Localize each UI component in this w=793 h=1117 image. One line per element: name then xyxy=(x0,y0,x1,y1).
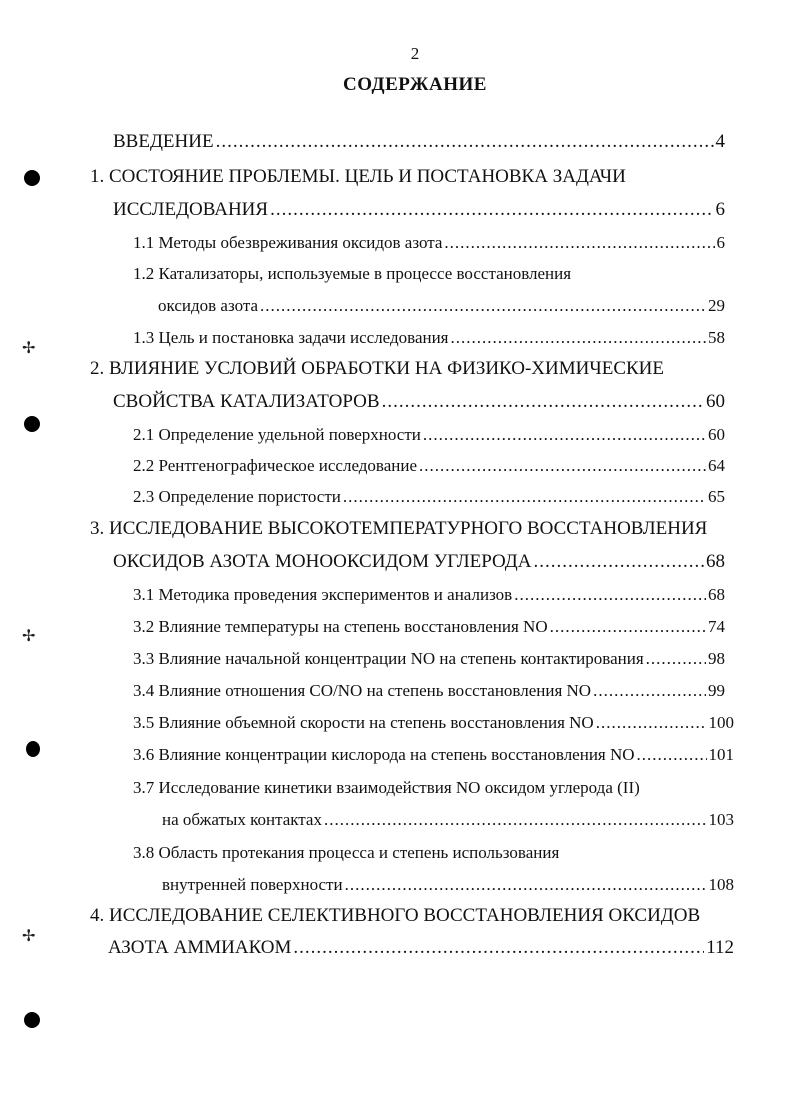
toc-section-heading: 1. СОСТОЯНИЕ ПРОБЛЕМЫ. ЦЕЛЬ И ПОСТАНОВКА ЗАДАЧИ xyxy=(90,166,626,187)
toc-subsection-heading: 3.8 Область протекания процесса и степень использования xyxy=(133,843,560,862)
toc-entry-2-2 xyxy=(133,456,725,476)
toc-entry-label: ИССЛЕДОВАНИЯ xyxy=(113,199,269,220)
toc-page-number: 101 xyxy=(708,745,734,764)
toc-page-number: 99 xyxy=(708,681,725,700)
pencil-tick-icon: ✢ xyxy=(22,626,36,645)
toc-leader-dots xyxy=(514,585,706,605)
toc-entry-3-4 xyxy=(133,681,725,701)
toc-section-heading: 2. ВЛИЯНИЕ УСЛОВИЙ ОБРАБОТКИ НА ФИЗИКО-ХИМИЧЕСКИЕ xyxy=(90,358,664,379)
toc-entry-label: 3.6 Влияние концентрации кислорода на степень восстановления NO xyxy=(133,745,635,764)
toc-page-number: 108 xyxy=(708,875,734,894)
toc-page-number: 64 xyxy=(708,456,725,475)
toc-entry-section-4 xyxy=(108,937,734,959)
toc-entry-3-2 xyxy=(133,617,725,637)
toc-page-number: 68 xyxy=(706,551,725,572)
toc-leader-dots xyxy=(343,487,706,507)
toc-page-number: 100 xyxy=(708,713,734,732)
toc-leader-dots xyxy=(451,328,706,348)
toc-page-number: 98 xyxy=(708,649,725,668)
toc-page-number: 112 xyxy=(706,937,734,958)
toc-leader-dots xyxy=(444,233,714,253)
toc-leader-dots xyxy=(324,810,707,830)
toc-entry-label: ВВЕДЕНИЕ xyxy=(113,131,214,152)
toc-leader-dots xyxy=(423,425,706,445)
toc-leader-dots xyxy=(596,713,707,733)
toc-entry-label: внутренней поверхности xyxy=(162,875,343,894)
toc-page-number: 68 xyxy=(708,585,725,604)
toc-entry-1-3 xyxy=(133,328,725,348)
toc-entry-label: АЗОТА АММИАКОМ xyxy=(108,937,292,958)
toc-section-heading: 3. ИССЛЕДОВАНИЕ ВЫСОКОТЕМПЕРАТУРНОГО ВОССТАНОВЛЕНИЯ xyxy=(90,518,708,539)
toc-entry-3-1 xyxy=(133,585,725,605)
toc-entry-3-6 xyxy=(133,745,734,765)
toc-subsection-heading: 1.2 Катализаторы, используемые в процессе восстановления xyxy=(133,264,572,283)
toc-entry-label: 3.1 Методика проведения экспериментов и анализов xyxy=(133,585,513,604)
toc-entry-label: 2.3 Определение пористости xyxy=(133,487,341,506)
toc-entry-label: оксидов азота xyxy=(158,296,259,315)
toc-leader-dots xyxy=(550,617,706,637)
toc-page-number: 6 xyxy=(715,199,725,220)
toc-entry-label: ОКСИДОВ АЗОТА МОНООКСИДОМ УГЛЕРОДА xyxy=(113,551,532,572)
toc-page-number: 103 xyxy=(708,810,734,829)
toc-entry-3-3 xyxy=(133,649,725,669)
pencil-tick-icon: ✢ xyxy=(22,926,36,945)
toc-entry-section-3 xyxy=(113,551,725,573)
toc-leader-dots xyxy=(534,551,705,573)
toc-page-number: 60 xyxy=(706,391,725,412)
toc-entry-3-7 xyxy=(162,810,734,830)
toc-entry-3-5 xyxy=(133,713,734,733)
toc-entry-label: на обжатых контактах xyxy=(162,810,322,829)
toc-entry-label: 3.3 Влияние начальной концентрации NO на степень контактирования xyxy=(133,649,644,668)
page-title: СОДЕРЖАНИЕ xyxy=(343,74,487,95)
toc-leader-dots xyxy=(593,681,706,701)
toc-entry-1-1 xyxy=(133,233,725,253)
toc-leader-dots xyxy=(216,131,714,153)
binder-hole-mark xyxy=(26,741,40,757)
toc-entry-intro xyxy=(113,131,725,153)
binder-hole-mark xyxy=(24,416,40,432)
page-number: 2 xyxy=(410,44,420,63)
toc-subsection-heading: 3.7 Исследование кинетики взаимодействия NO оксидом углерода (II) xyxy=(133,778,640,797)
toc-leader-dots xyxy=(637,745,707,765)
toc-entry-label: 3.5 Влияние объемной скорости на степень восстановления NO xyxy=(133,713,594,732)
toc-leader-dots xyxy=(646,649,706,669)
toc-entry-label: 3.2 Влияние температуры на степень восстановления NO xyxy=(133,617,548,636)
toc-entry-label: 2.2 Рентгенографическое исследование xyxy=(133,456,418,475)
toc-page-number: 74 xyxy=(708,617,725,636)
toc-page-number: 29 xyxy=(708,296,725,315)
toc-entry-section-2 xyxy=(113,391,725,413)
toc-page-number: 58 xyxy=(708,328,725,347)
toc-entry-1-2 xyxy=(158,296,725,316)
toc-entry-label: 3.4 Влияние отношения CO/NO на степень восстановления NO xyxy=(133,681,592,700)
toc-page-number: 6 xyxy=(716,233,725,252)
toc-leader-dots xyxy=(382,391,704,413)
toc-entry-label: 1.3 Цель и постановка задачи исследования xyxy=(133,328,449,347)
toc-entry-label: СВОЙСТВА КАТАЛИЗАТОРОВ xyxy=(113,391,380,412)
toc-leader-dots xyxy=(345,875,707,895)
toc-entry-section-1 xyxy=(113,199,725,221)
toc-entry-2-3 xyxy=(133,487,725,507)
binder-hole-mark xyxy=(24,170,40,186)
toc-page-number: 4 xyxy=(715,131,725,152)
toc-leader-dots xyxy=(260,296,706,316)
toc-leader-dots xyxy=(419,456,706,476)
toc-entry-3-8 xyxy=(162,875,734,895)
toc-leader-dots xyxy=(270,199,713,221)
binder-hole-mark xyxy=(24,1012,40,1028)
toc-entry-2-1 xyxy=(133,425,725,445)
toc-entry-label: 2.1 Определение удельной поверхности xyxy=(133,425,421,444)
toc-leader-dots xyxy=(293,937,704,959)
toc-section-heading: 4. ИССЛЕДОВАНИЕ СЕЛЕКТИВНОГО ВОССТАНОВЛЕНИЯ ОКСИДОВ xyxy=(90,905,701,926)
toc-page-number: 60 xyxy=(708,425,725,444)
pencil-tick-icon: ✢ xyxy=(22,338,36,357)
toc-entry-label: 1.1 Методы обезвреживания оксидов азота xyxy=(133,233,443,252)
toc-page-number: 65 xyxy=(708,487,725,506)
